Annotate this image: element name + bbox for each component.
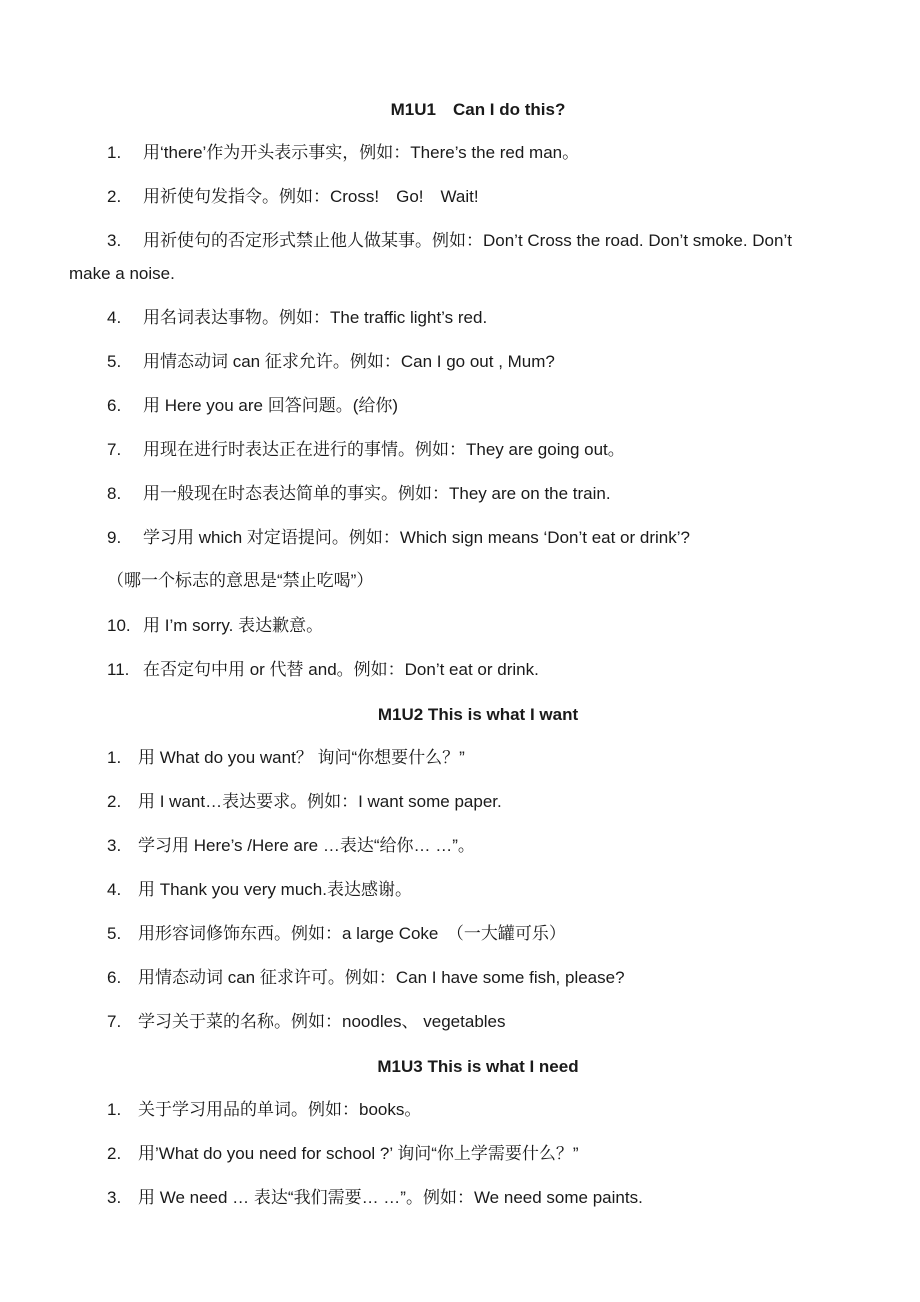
item-text: 用 Here you are 回答问题。(给你) bbox=[143, 396, 399, 415]
item-number: 2. bbox=[107, 1144, 122, 1163]
list-item bbox=[107, 308, 487, 328]
item-number: 3. bbox=[107, 231, 122, 250]
item-text: 学习关于菜的名称。例如：noodles、 vegetables bbox=[138, 1012, 506, 1031]
item-text: 用祈使句发指令。例如：Cross! Go! Wait! bbox=[143, 187, 479, 206]
list-item bbox=[107, 924, 566, 944]
item-text: 用 I want…表达要求。例如：I want some paper. bbox=[138, 792, 502, 811]
list-item bbox=[107, 616, 323, 636]
list-item bbox=[107, 660, 539, 680]
item-text: 关于学习用品的单词。例如：books。 bbox=[138, 1100, 422, 1119]
item-number: 5. bbox=[107, 924, 122, 943]
item-text: 用形容词修饰东西。例如：a large Coke （一大罐可乐） bbox=[138, 924, 566, 943]
item-text: 用 We need … 表达“我们需要… …”。例如：We need some paints. bbox=[138, 1188, 643, 1207]
item-text: 用情态动词 can 征求许可。例如：Can I have some fish, please? bbox=[138, 968, 625, 987]
item-number: 9. bbox=[107, 528, 122, 547]
list-item bbox=[107, 748, 465, 768]
item-number: 7. bbox=[107, 1012, 122, 1031]
item-continuation: make a noise. bbox=[69, 264, 175, 283]
list-item bbox=[107, 1188, 643, 1208]
list-item bbox=[107, 968, 625, 988]
item-text: 学习用 Here’s /Here are …表达“给你… …”。 bbox=[138, 836, 475, 855]
item-number: 4. bbox=[107, 880, 122, 899]
section-title-m1u1: M1U1 Can I do this? bbox=[390, 100, 566, 119]
list-item bbox=[107, 440, 625, 460]
list-item bbox=[107, 836, 475, 856]
list-item bbox=[107, 528, 690, 548]
item-text: 用‘there’作为开头表示事实，例如：There’s the red man。 bbox=[143, 143, 580, 162]
list-item bbox=[107, 792, 502, 812]
list-item bbox=[107, 143, 579, 163]
item-number: 5. bbox=[107, 352, 122, 371]
section-title-m1u3: M1U3 This is what I need bbox=[377, 1057, 579, 1076]
list-item bbox=[107, 880, 412, 900]
item-number: 8. bbox=[107, 484, 122, 503]
item-text: 用名词表达事物。例如：The traffic light’s red. bbox=[143, 308, 488, 327]
item-text: 用’What do you need for school ?’ 询问“你上学需要什么？” bbox=[138, 1144, 579, 1163]
item-number: 3. bbox=[107, 1188, 122, 1207]
item-text: 用祈使句的否定形式禁止他人做某事。例如：Don’t Cross the road. Don’t smoke. Don’t bbox=[143, 231, 792, 250]
item-text: 用 Thank you very much.表达感谢。 bbox=[138, 880, 412, 899]
item-text: 用情态动词 can 征求允许。例如：Can I go out , Mum? bbox=[143, 352, 555, 371]
item-number: 2. bbox=[107, 792, 122, 811]
item-number: 1. bbox=[107, 1100, 122, 1119]
list-item bbox=[107, 352, 555, 372]
item-text: 用 What do you want？ 询问“你想要什么？” bbox=[138, 748, 465, 767]
item-text: 用 I’m sorry. 表达歉意。 bbox=[143, 616, 324, 635]
list-item bbox=[107, 1012, 506, 1032]
section-title-m1u2: M1U2 This is what I want bbox=[377, 705, 579, 724]
item-number: 1. bbox=[107, 748, 122, 767]
list-item bbox=[107, 484, 611, 504]
item-number: 6. bbox=[107, 968, 122, 987]
item-number: 1. bbox=[107, 143, 122, 162]
item-number: 4. bbox=[107, 308, 122, 327]
item-text: 在否定句中用 or 代替 and。例如：Don’t eat or drink. bbox=[143, 660, 539, 679]
item-number: 2. bbox=[107, 187, 122, 206]
item-number: 7. bbox=[107, 440, 122, 459]
item-number: 6. bbox=[107, 396, 122, 415]
item-number: 11. bbox=[107, 660, 130, 679]
list-item bbox=[107, 1144, 579, 1164]
item-text: 用一般现在时态表达简单的事实。例如：They are on the train. bbox=[143, 484, 611, 503]
item-text: 学习用 which 对定语提问。例如：Which sign means ‘Don’t eat or drink’? bbox=[143, 528, 690, 547]
item-continuation: （哪一个标志的意思是“禁止吃喝”） bbox=[107, 571, 374, 590]
list-item bbox=[107, 396, 398, 416]
item-text: 用现在进行时表达正在进行的事情。例如：They are going out。 bbox=[143, 440, 625, 459]
list-item bbox=[107, 231, 792, 251]
list-item bbox=[107, 1100, 421, 1120]
item-number: 10. bbox=[107, 616, 131, 635]
list-item bbox=[107, 187, 479, 207]
item-number: 3. bbox=[107, 836, 122, 855]
